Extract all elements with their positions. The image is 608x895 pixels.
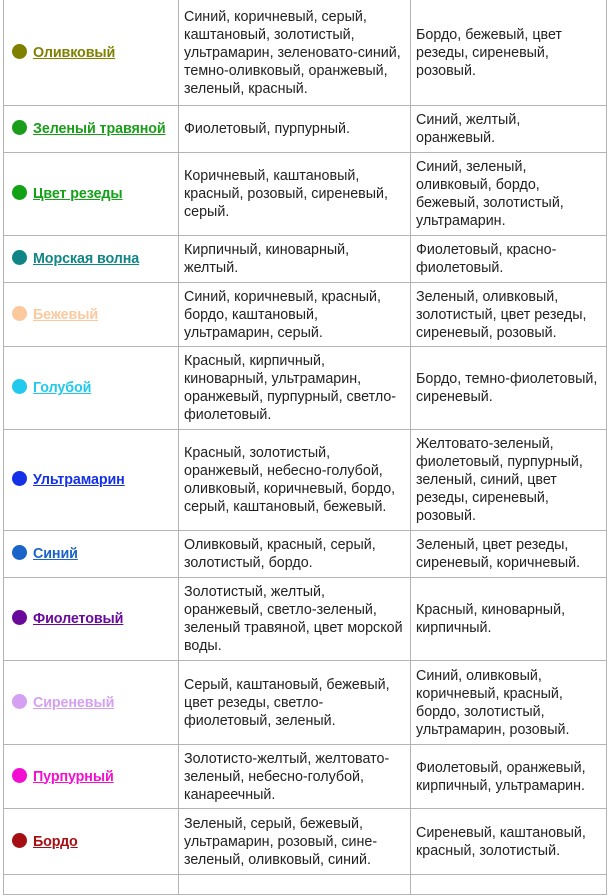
color-name-cell: [4, 106, 179, 153]
empty-cell: [411, 875, 607, 895]
color-name-cell: [4, 0, 179, 106]
combine-cell: Синий, коричневый, серый, каштановый, золотистый, ультрамарин, зеленовато-синий, темно-оливковый, оранжевый, зеленый, красный.: [179, 0, 411, 106]
combine-cell: Зеленый, серый, бежевый, ультрамарин, розовый, сине-зеленый, оливковый, синий.: [179, 809, 411, 875]
avoid-cell: Синий, оливковый, коричневый, красный, бордо, золотистый, ультрамарин, розовый.: [411, 661, 607, 745]
empty-cell: [4, 875, 179, 895]
color-name-cell: [4, 531, 179, 578]
combine-cell: Кирпичный, киноварный, желтый.: [179, 236, 411, 283]
combine-cell: Синий, коричневый, красный, бордо, каштановый, ультрамарин, серый.: [179, 283, 411, 347]
color-swatch-icon: [12, 545, 27, 560]
color-combination-table: [3, 0, 607, 895]
avoid-cell: Зеленый, оливковый, золотистый, цвет резеды, сиреневый, розовый.: [411, 283, 607, 347]
avoid-cell: Бордо, бежевый, цвет резеды, сиреневый, розовый.: [411, 0, 607, 106]
table-row: [4, 106, 607, 153]
color-swatch-icon: [12, 44, 27, 59]
table-row: [4, 578, 607, 661]
avoid-cell: Зеленый, цвет резеды, сиреневый, коричневый.: [411, 531, 607, 578]
table-row: [4, 875, 607, 895]
color-name-cell: [4, 745, 179, 809]
avoid-cell: Фиолетовый, оранжевый, кирпичный, ультрамарин.: [411, 745, 607, 809]
color-swatch-icon: [12, 694, 27, 709]
avoid-cell: Красный, киноварный, кирпичный.: [411, 578, 607, 661]
color-swatch-icon: [12, 185, 27, 200]
color-name-link[interactable]: Ультрамарин: [33, 472, 125, 488]
color-name-cell: [4, 153, 179, 236]
combine-cell: Фиолетовый, пурпурный.: [179, 106, 411, 153]
color-name-cell: [4, 661, 179, 745]
color-name-cell: [4, 578, 179, 661]
combine-cell: Золотистый, желтый, оранжевый, светло-зеленый, зеленый травяной, цвет морской воды.: [179, 578, 411, 661]
combine-cell: Золотисто-желтый, желтовато-зеленый, небесно-голубой, канареечный.: [179, 745, 411, 809]
color-name-link[interactable]: Сиреневый: [33, 694, 115, 711]
color-swatch-icon: [12, 379, 27, 394]
color-name-link[interactable]: Бежевый: [33, 306, 99, 323]
avoid-cell: Бордо, темно-фиолетовый, сиреневый.: [411, 347, 607, 430]
color-swatch-icon: [12, 471, 27, 486]
empty-cell: [179, 875, 411, 895]
avoid-cell: Синий, желтый, оранжевый.: [411, 106, 607, 153]
color-name-link[interactable]: Оливковый: [33, 44, 116, 61]
color-swatch-icon: [12, 768, 27, 783]
table-row: [4, 153, 607, 236]
color-name-link[interactable]: Голубой: [33, 380, 92, 396]
color-name-link[interactable]: Фиолетовый: [33, 611, 124, 627]
combine-cell: Серый, каштановый, бежевый, цвет резеды, светло-фиолетовый, зеленый.: [179, 661, 411, 745]
table-row: [4, 745, 607, 809]
avoid-cell: Синий, зеленый, оливковый, бордо, бежевый, золотистый, ультрамарин.: [411, 153, 607, 236]
color-name-cell: [4, 430, 179, 531]
table-row: [4, 0, 607, 106]
color-name-link[interactable]: Бордо: [33, 833, 78, 850]
table-row: [4, 430, 607, 531]
combine-cell: Оливковый, красный, серый, золотистый, бордо.: [179, 531, 411, 578]
color-name-link[interactable]: Зеленый травяной: [33, 121, 166, 137]
color-name-cell: [4, 347, 179, 430]
color-name-link[interactable]: Синий: [33, 546, 78, 562]
color-swatch-icon: [12, 250, 27, 265]
color-name-link[interactable]: Морская волна: [33, 251, 140, 267]
color-name-cell: [4, 236, 179, 283]
combine-cell: Красный, кирпичный, киноварный, ультрамарин, оранжевый, пурпурный, светло-фиолетовый.: [179, 347, 411, 430]
color-name-link[interactable]: Пурпурный: [33, 768, 114, 785]
table-row: [4, 236, 607, 283]
color-swatch-icon: [12, 120, 27, 135]
color-name-cell: [4, 809, 179, 875]
combine-cell: Коричневый, каштановый, красный, розовый, сиреневый, серый.: [179, 153, 411, 236]
avoid-cell: Желтовато-зеленый, фиолетовый, пурпурный, зеленый, синий, цвет резеды, сиреневый, розовый.: [411, 430, 607, 531]
color-name-link[interactable]: Цвет резеды: [33, 186, 123, 202]
table-row: [4, 347, 607, 430]
table-row: [4, 531, 607, 578]
avoid-cell: Фиолетовый, красно-фиолетовый.: [411, 236, 607, 283]
table-row: [4, 283, 607, 347]
combine-cell: Красный, золотистый, оранжевый, небесно-голубой, оливковый, коричневый, бордо, серый, каштановый, бежевый.: [179, 430, 411, 531]
color-swatch-icon: [12, 306, 27, 321]
table-row: [4, 809, 607, 875]
color-swatch-icon: [12, 833, 27, 848]
table-row: [4, 661, 607, 745]
avoid-cell: Сиреневый, каштановый, красный, золотистый.: [411, 809, 607, 875]
color-swatch-icon: [12, 610, 27, 625]
color-name-cell: [4, 283, 179, 347]
